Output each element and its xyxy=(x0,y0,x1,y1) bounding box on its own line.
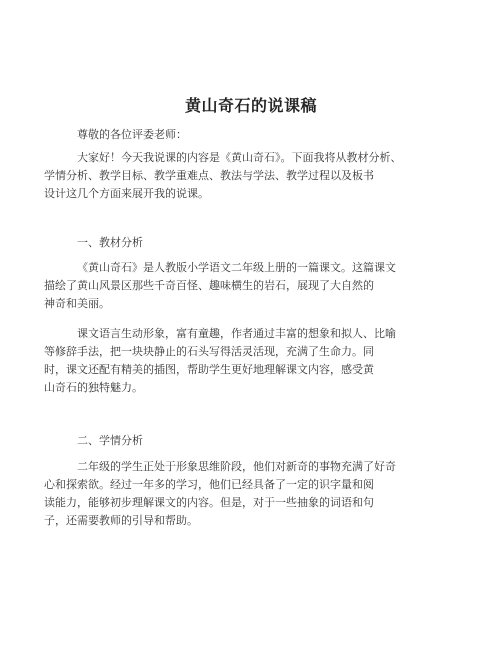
section-heading-student-analysis: 二、学情分析 xyxy=(77,434,143,447)
intro-paragraph xyxy=(44,149,464,203)
document-title: 黄山奇石的说课稿 xyxy=(184,96,317,115)
s1p1-line-3: 神奇和美丽。 xyxy=(44,297,110,310)
s1p2-line-3: 时，课文还配有精美的插图，帮助学生更好地理解课文内容，感受黄 xyxy=(44,363,374,376)
textbook-analysis-paragraph-2 xyxy=(44,325,464,397)
s2p1-line-3: 读能力，能够初步理解课文的内容。但是，对于一些抽象的词语和句 xyxy=(44,496,374,509)
section-heading-textbook-analysis: 一、教材分析 xyxy=(77,236,143,249)
s1p2-line-4: 山奇石的独特魅力。 xyxy=(44,381,143,394)
s1p1-line-1: 《黄山奇石》是人教版小学语文二年级上册的一篇课文。这篇课文 xyxy=(77,261,396,274)
intro-line-3: 设计这几个方面来展开我的说课。 xyxy=(44,187,209,200)
intro-line-1: 大家好！今天我说课的内容是《黄山奇石》。下面我将从教材分析、 xyxy=(77,151,402,164)
s1p1-line-2: 描绘了黄山风景区那些千奇百怪、趣味横生的岩石，展现了大自然的 xyxy=(44,279,374,292)
s1p2-line-2: 等修辞手法，把一块块静止的石头写得活灵活现，充满了生命力。同 xyxy=(44,345,374,358)
s2p1-line-1: 二年级的学生正处于形象思维阶段，他们对新奇的事物充满了好奇 xyxy=(77,460,396,473)
s1p2-line-1: 课文语言生动形象，富有童趣，作者通过丰富的想象和拟人、比喻 xyxy=(77,327,396,340)
textbook-analysis-paragraph-1 xyxy=(44,259,464,313)
intro-line-2: 学情分析、教学目标、教学重难点、教法与学法、教学过程以及板书 xyxy=(44,169,374,182)
s2p1-line-2: 心和探索欲。经过一年多的学习，他们已经具备了一定的识字量和阅 xyxy=(44,478,374,491)
s2p1-line-4: 子，还需要教师的引导和帮助。 xyxy=(44,514,198,527)
student-analysis-paragraph-1 xyxy=(44,458,464,530)
salutation: 尊敬的各位评委老师： xyxy=(77,128,187,141)
